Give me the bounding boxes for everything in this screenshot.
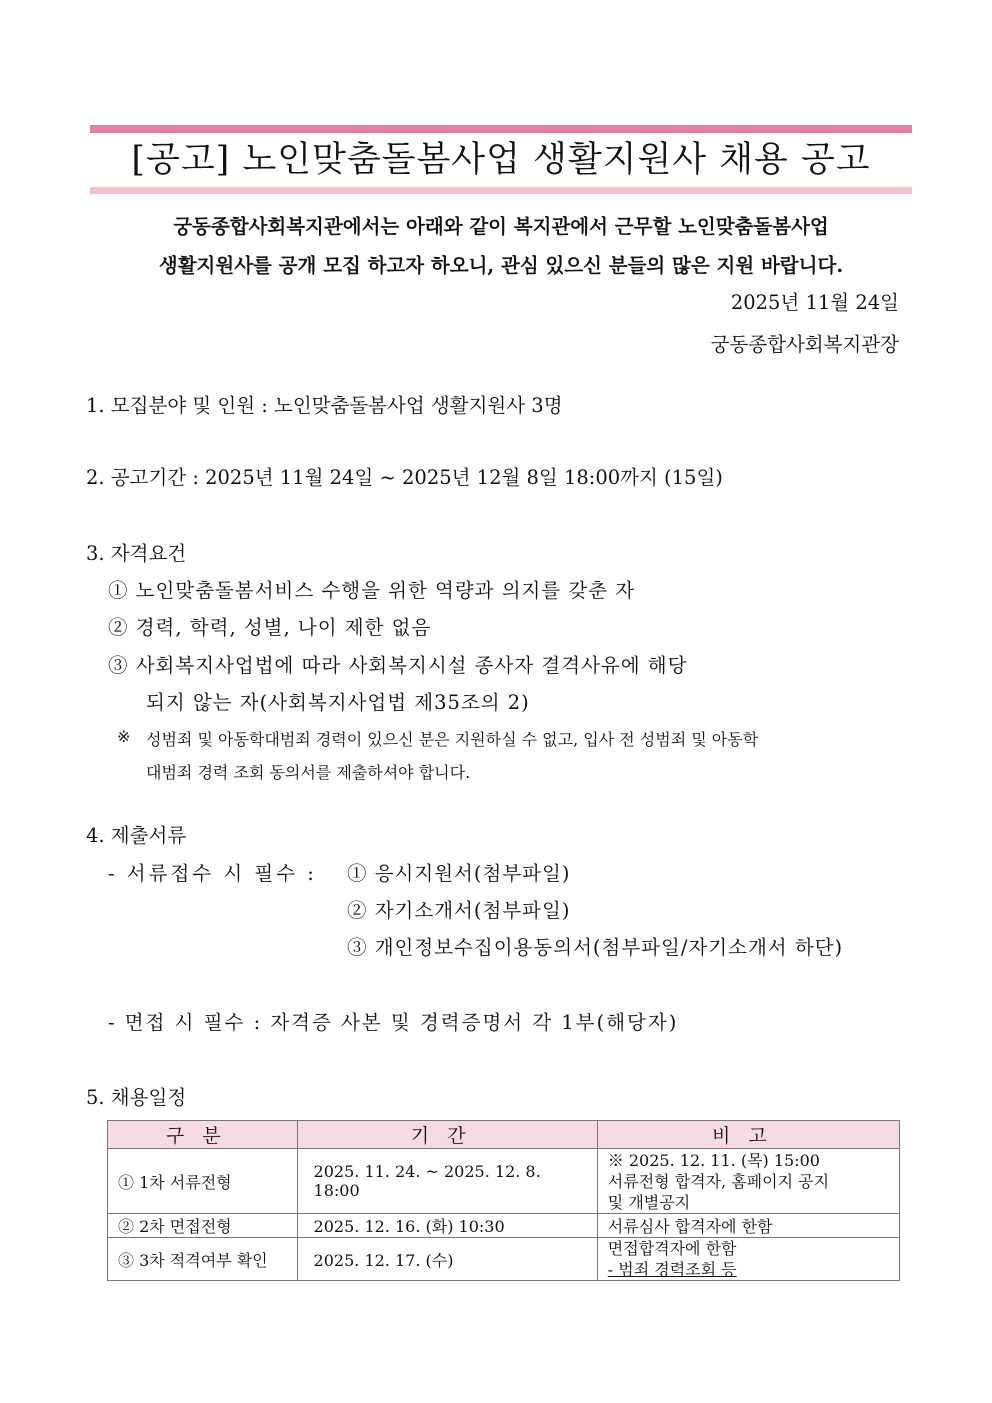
period-cell: 2025. 11. 24. ~ 2025. 12. 8. 18:00 xyxy=(297,1149,597,1214)
document-requirement-label: - 서류접수 시 필수 : xyxy=(108,862,317,885)
section-2-period: 2. 공고기간 : 2025년 11월 24일 ~ 2025년 12월 8일 18:00까지 (15일) xyxy=(86,466,723,489)
qualification-item: ① 노인맞춤돌봄서비스 수행을 위한 역량과 의지를 갖춘 자 xyxy=(108,579,636,602)
qualification-note-line-2: 대범죄 경력 조회 동의서를 제출하셔야 합니다. xyxy=(146,763,471,782)
qualification-item: ③ 사회복지사업법에 따라 사회복지시설 종사자 결격사유에 해당 xyxy=(108,654,688,677)
notice-date: 2025년 11월 24일 xyxy=(730,291,899,314)
note-mark: ※ xyxy=(117,727,131,746)
section-3-heading: 3. 자격요건 xyxy=(86,542,187,565)
remarks-line: ※ 2025. 12. 11. (목) 15:00 xyxy=(607,1150,820,1170)
remarks-cell xyxy=(597,1149,899,1214)
organization-name: 궁동종합사회복지관장 xyxy=(710,333,899,356)
document-item: ② 자기소개서(첨부파일) xyxy=(347,899,571,922)
intro-line-1: 궁동종합사회복지관에서는 아래와 같이 복지관에서 근무할 노인맞춤돌봄사업 xyxy=(173,215,829,238)
table-row xyxy=(108,1149,900,1214)
section-1-recruitment: 1. 모집분야 및 인원 : 노인맞춤돌봄사업 생활지원사 3명 xyxy=(86,394,563,417)
intro-line-2: 생활지원사를 공개 모집 하고자 하오니, 관심 있으신 분들의 많은 지원 바랍니다. xyxy=(158,254,844,277)
title-bottom-bar xyxy=(90,187,912,194)
period-cell: 2025. 12. 17. (수) xyxy=(297,1238,597,1281)
schedule-table xyxy=(107,1120,900,1281)
remarks-line: - 범죄 경력조회 등 xyxy=(607,1260,737,1279)
remarks-cell: 서류심사 합격자에 한함 xyxy=(597,1214,899,1238)
column-header-stage: 구분 xyxy=(108,1121,298,1149)
remarks-cell xyxy=(597,1238,899,1281)
stage-cell: ③ 3차 적격여부 확인 xyxy=(108,1238,298,1281)
remarks-line: 서류전형 합격자, 홈페이지 공지 xyxy=(607,1171,830,1191)
period-cell: 2025. 12. 16. (화) 10:30 xyxy=(297,1214,597,1238)
table-row xyxy=(108,1214,900,1238)
title-top-bar xyxy=(90,125,912,133)
document-item: ③ 개인정보수집이용동의서(첨부파일/자기소개서 하단) xyxy=(347,936,844,959)
qualification-note-line-1: 성범죄 및 아동학대범죄 경력이 있으신 분은 지원하실 수 없고, 입사 전 성범죄 및 아동학 xyxy=(146,730,759,749)
stage-cell: ① 1차 서류전형 xyxy=(108,1149,298,1214)
section-4-heading: 4. 제출서류 xyxy=(86,824,187,847)
table-header-row xyxy=(108,1121,900,1149)
remarks-line: 및 개별공지 xyxy=(607,1192,691,1212)
qualification-item: ② 경력, 학력, 성별, 나이 제한 없음 xyxy=(108,616,432,639)
section-5-heading: 5. 채용일정 xyxy=(86,1086,187,1109)
stage-cell: ② 2차 면접전형 xyxy=(108,1214,298,1238)
interview-requirement: - 면접 시 필수 : 자격증 사본 및 경력증명서 각 1부(해당자) xyxy=(108,1011,679,1034)
table-row xyxy=(108,1238,900,1281)
document-item: ① 응시지원서(첨부파일) xyxy=(347,862,571,885)
remarks-line: 면접합격자에 한함 xyxy=(607,1239,737,1258)
column-header-period: 기간 xyxy=(297,1121,597,1149)
qualification-item-continued: 되지 않는 자(사회복지사업법 제35조의 2) xyxy=(146,691,530,714)
column-header-remarks: 비고 xyxy=(597,1121,899,1149)
page-title: [공고] 노인맞춤돌봄사업 생활지원사 채용 공고 xyxy=(131,140,871,180)
